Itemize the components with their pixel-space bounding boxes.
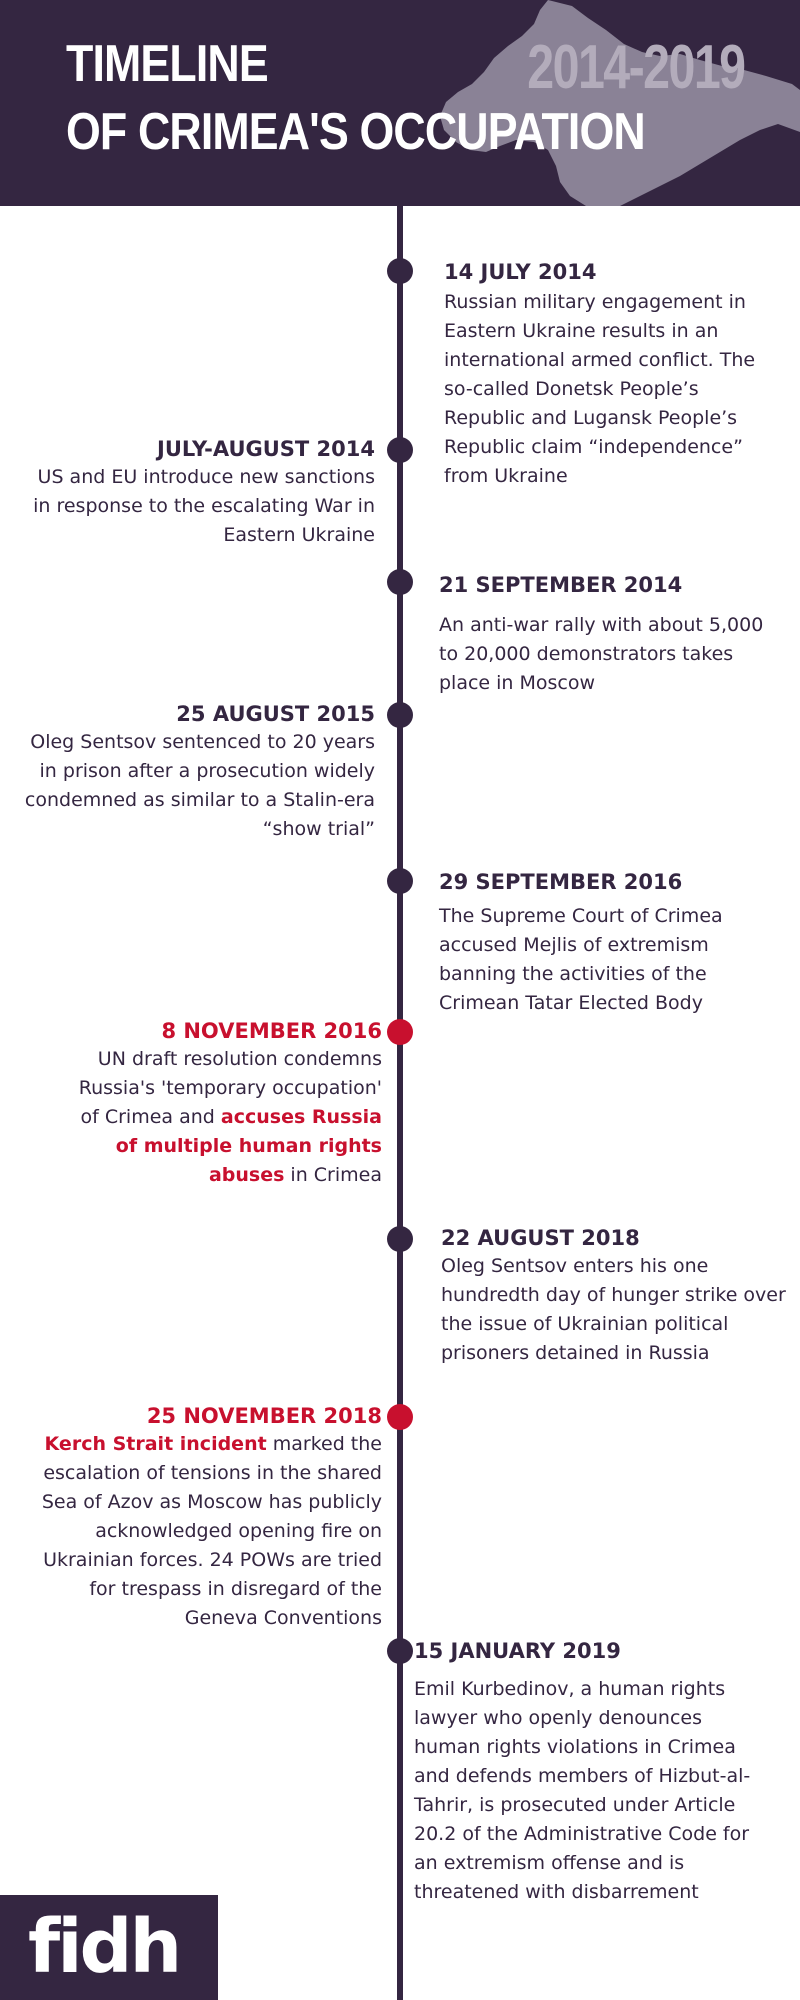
timeline-dot (387, 1638, 413, 1664)
year-range: 2014-2019 (526, 33, 744, 102)
title-line-1: TIMELINE (66, 35, 268, 93)
event-description-text: in Crimea (284, 1164, 382, 1186)
event-description: Russian military engagement in Eastern Ukraine results in an international armed conflict. The so-called Donetsk People’s Republic and Lugansk People’s Republic claim “independence” from Ukraine (444, 291, 756, 487)
event-date: 22 AUGUST 2018 (441, 1226, 640, 1250)
timeline-event (18, 1402, 382, 1633)
timeline-dot (387, 1226, 413, 1252)
title-line-2: OF CRIMEA'S OCCUPATION (66, 103, 645, 161)
event-date: 25 NOVEMBER 2018 (146, 1404, 382, 1428)
event-date: JULY-AUGUST 2014 (157, 437, 375, 461)
event-description: The Supreme Court of Crimea accused Mejlis of extremism banning the activities of the Crimean Tatar Elected Body (439, 905, 723, 1014)
timeline-event (439, 868, 759, 1018)
footer-logo-block (0, 1895, 218, 2000)
event-date: 21 SEPTEMBER 2014 (439, 573, 683, 597)
header-banner (0, 0, 800, 206)
event-description-highlight: Kerch Strait incident (44, 1433, 267, 1455)
event-date: 29 SEPTEMBER 2016 (439, 870, 683, 894)
timeline-dot-highlight (387, 1404, 413, 1430)
event-date: 15 JANUARY 2019 (414, 1639, 621, 1663)
timeline-event (439, 571, 779, 698)
timeline-dot (387, 702, 413, 728)
event-date: 14 JULY 2014 (444, 260, 597, 284)
timeline-event (444, 258, 774, 491)
timeline-event (20, 700, 375, 844)
fidh-logo: fidh (28, 1904, 180, 1990)
timeline-event (441, 1224, 791, 1368)
event-description: Oleg Sentsov enters his one hundredth day of hunger strike over the issue of Ukrainian political prisoners detained in Russia (441, 1255, 786, 1364)
event-description: US and EU introduce new sanctions in response to the escalating War in Eastern Ukraine (33, 466, 375, 546)
event-description (60, 1045, 382, 1190)
timeline-dot (387, 258, 413, 284)
event-date: 25 AUGUST 2015 (176, 702, 375, 726)
event-description-text: marked the escalation of tensions in the shared Sea of Azov as Moscow has publicly acknowledged opening fire on Ukrainian forces. 24 POWs are tried for trespass in disregard of the Geneva Conventions (41, 1433, 382, 1629)
timeline-dot (387, 437, 413, 463)
timeline-line (397, 206, 403, 2000)
timeline-dot-highlight (387, 1019, 413, 1045)
timeline-dot (387, 569, 413, 595)
event-description: Oleg Sentsov sentenced to 20 years in prison after a prosecution widely condemned as similar to a Stalin-era “show trial” (24, 731, 375, 840)
event-description-highlight: accuses Russia of multiple human rights abuses (115, 1106, 382, 1186)
timeline-event (20, 435, 375, 550)
timeline-event (414, 1637, 764, 1907)
event-date: 8 NOVEMBER 2016 (161, 1019, 382, 1043)
timeline-event (60, 1017, 382, 1190)
timeline-dot (387, 868, 413, 894)
event-description: Emil Kurbedinov, a human rights lawyer who openly denounces human rights violations in Crimea and defends members of Hizbut-al-Tahrir, is prosecuted under Article 20.2 of the Administrative Code for an extremism offense and is threatened with disbarrement (414, 1678, 751, 1903)
event-description (18, 1430, 382, 1633)
event-description-text: UN draft resolution condemns Russia's 'temporary occupation' of Crimea and (78, 1048, 382, 1128)
event-description: An anti-war rally with about 5,000 to 20,000 demonstrators takes place in Moscow (439, 614, 764, 694)
